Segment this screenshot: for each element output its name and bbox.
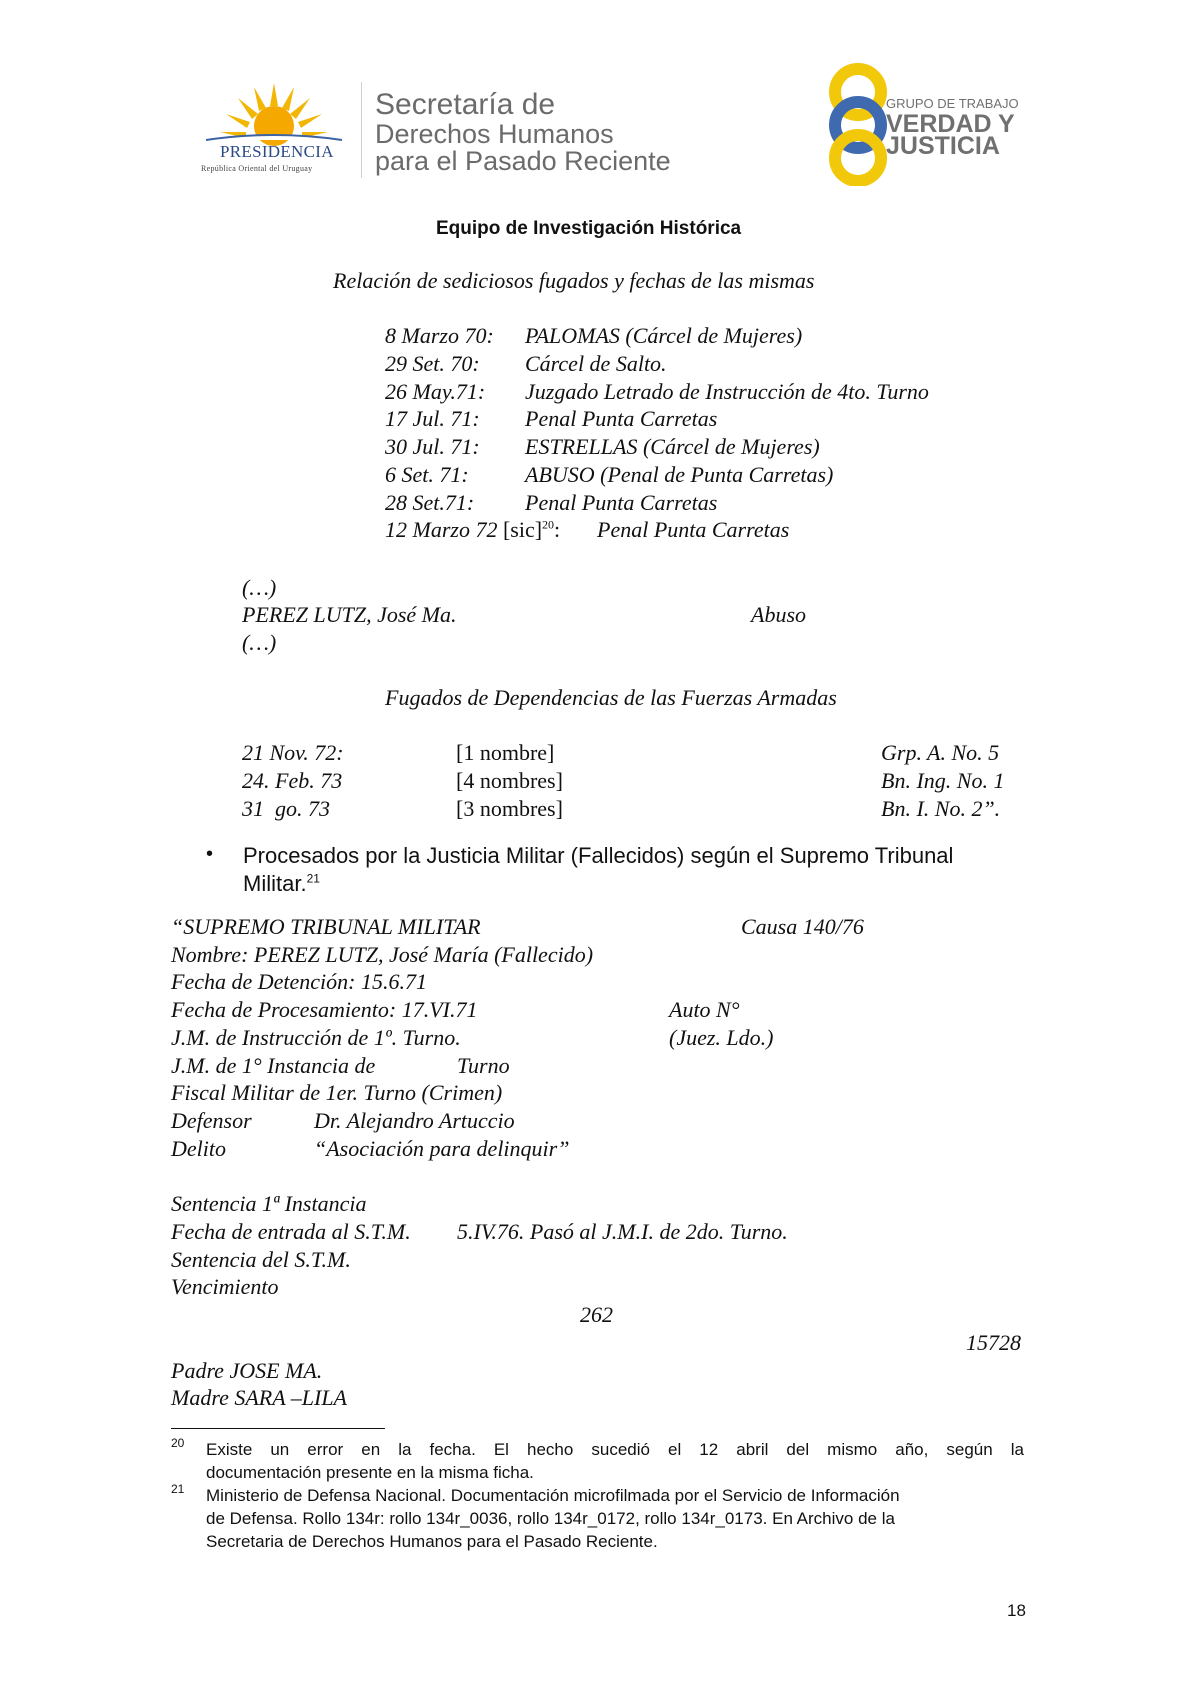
stm-nombre: Nombre: PEREZ LUTZ, José María (Fallecido) [171,942,594,967]
perez-name: PEREZ LUTZ, José Ma. [242,602,457,627]
fugado-unit-1: Grp. A. No. 5 [881,740,1000,765]
header-divider [361,82,362,178]
grupo-line1: GRUPO DE TRABAJO [886,96,1019,111]
footnote-21-number: 21 [171,1482,185,1496]
escape-date-5: 30 Jul. 71: [385,434,480,459]
footnote-ref-21: 21 [306,871,320,886]
footnote-21-line3: Secretaria de Derechos Humanos para el Pasado Reciente. [206,1532,658,1551]
escape-place-7: Penal Punta Carretas [525,490,718,515]
secretaria-line3: para el Pasado Reciente [375,146,671,176]
bullet-line2 [243,871,320,897]
footnote-20-line1: Existe un error en la fecha. El hecho sucedió el 12 abril del mismo año, según la [206,1440,1024,1459]
fugado-unit-2: Bn. Ing. No. 1 [881,768,1005,793]
escape-date-7: 28 Set.71: [385,490,475,515]
footnote-21-line1: Ministerio de Defensa Nacional. Documentación microfilmada por el Servicio de Información [206,1486,900,1505]
presidencia-logo [196,78,352,176]
footnote-20-number: 20 [171,1436,185,1450]
sic-note: [sic] [502,517,543,542]
escape-date-2: 29 Set. 70: [385,351,480,376]
escape-date-8-colon: : [554,517,561,542]
relacion-title: Relación de sediciosos fugados y fechas de las mismas [333,268,815,293]
escape-date-3: 26 May.71: [385,379,486,404]
fugado-date-1: 21 Nov. 72: [242,740,344,765]
escape-place-1: PALOMAS (Cárcel de Mujeres) [525,323,803,348]
fugado-date-3: 31 go. 73 [242,796,330,821]
stm-defensor-label: Defensor [171,1108,252,1133]
page-number: 18 [1007,1601,1026,1620]
footnote-ref-20: 20 [542,517,555,532]
stm-primera-instancia: J.M. de 1° Instancia de [171,1053,376,1078]
grupo-line3: JUSTICIA [886,132,1000,160]
presidencia-sublabel: República Oriental del Uruguay [201,164,313,173]
escape-place-8: Penal Punta Carretas [597,517,790,542]
grupo-line2: VERDAD Y [886,110,1015,138]
escape-place-4: Penal Punta Carretas [525,406,718,431]
fugado-names-2: [4 nombres] [456,768,563,793]
escape-place-5: ESTRELLAS (Cárcel de Mujeres) [525,434,820,459]
fugados-title: Fugados de Dependencias de las Fuerzas Armadas [385,685,837,710]
escape-date-8-text: 12 Marzo 72 [385,517,498,542]
footnote-separator [171,1428,385,1429]
ellipsis-bottom: (…) [242,630,277,655]
stm-entrada-value: 5.IV.76. Pasó al J.M.I. de 2do. Turno. [457,1219,788,1244]
bullet-line1: Procesados por la Justicia Militar (Fallecidos) según el Supremo Tribunal [243,843,954,868]
stm-number-262: 262 [580,1302,613,1327]
sun-emblem-icon [196,78,352,148]
stm-madre: Madre SARA –LILA [171,1385,347,1410]
stm-instruccion: J.M. de Instrucción de 1º. Turno. [171,1025,461,1050]
escape-date-4: 17 Jul. 71: [385,406,480,431]
presidencia-label: PRESIDENCIA [220,142,334,161]
stm-sentencia-stm: Sentencia del S.T.M. [171,1247,351,1272]
stm-heading: “SUPREMO TRIBUNAL MILITAR [171,914,481,939]
stm-fiscal: Fiscal Militar de 1er. Turno (Crimen) [171,1080,503,1105]
escape-date-8 [385,517,560,543]
stm-vencimiento: Vencimiento [171,1274,279,1299]
equipo-heading: Equipo de Investigación Histórica [436,218,742,239]
stm-delito-label: Delito [171,1136,226,1161]
stm-procesamiento: Fecha de Procesamiento: 17.VI.71 [171,997,478,1022]
stm-sentencia-1a: Sentencia 1ª Instancia [171,1191,367,1216]
stm-juez: (Juez. Ldo.) [669,1025,774,1050]
escape-date-1: 8 Marzo 70: [385,323,494,348]
fugado-unit-3: Bn. I. No. 2”. [881,796,1001,821]
stm-causa: Causa 140/76 [741,914,864,939]
secretaria-line1: Secretaría de [375,88,556,121]
stm-auto: Auto N° [669,997,740,1022]
stm-padre: Padre JOSE MA. [171,1358,323,1383]
escape-place-6: ABUSO (Penal de Punta Carretas) [525,462,834,487]
stm-delito-value: “Asociación para delinquir” [314,1136,570,1161]
fugado-names-1: [1 nombre] [456,740,555,765]
fugado-date-2: 24. Feb. 73 [242,768,343,793]
stm-turno: Turno [457,1053,510,1078]
escape-place-2: Cárcel de Salto. [525,351,667,376]
perez-operation: Abuso [751,602,806,627]
stm-entrada-label: Fecha de entrada al S.T.M. [171,1219,411,1244]
bullet-mark: • [206,843,214,865]
footnote-20-line2: documentación presente en la misma ficha. [206,1463,534,1482]
stm-detencion: Fecha de Detención: 15.6.71 [171,969,427,994]
footnote-21-line2: de Defensa. Rollo 134r: rollo 134r_0036, rollo 134r_0172, rollo 134r_0173. En Archivo de la [206,1509,895,1528]
stm-defensor-value: Dr. Alejandro Artuccio [314,1108,515,1133]
escape-date-6: 6 Set. 71: [385,462,469,487]
fugado-names-3: [3 nombres] [456,796,563,821]
ellipsis-top: (…) [242,575,277,600]
stm-number-15728: 15728 [966,1330,1021,1355]
secretaria-line2: Derechos Humanos [375,119,614,149]
bullet-line2-text: Militar. [243,871,307,896]
escape-place-3: Juzgado Letrado de Instrucción de 4to. Turno [525,379,929,404]
